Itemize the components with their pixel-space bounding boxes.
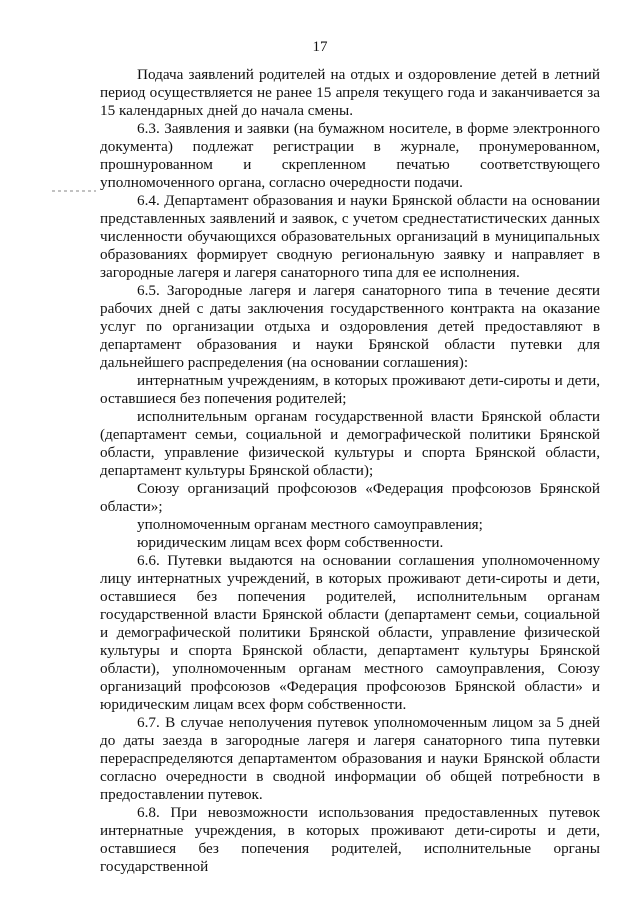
page-number: 17 <box>312 39 328 55</box>
paragraph-6-5: 6.5. Загородные лагеря и лагеря санаторного типа в течение десяти рабочих дней с даты заключения государственного контракта на оказание услуг по организации отдыха и оздоровления детей предоставляют в департамент образования и науки Брянской области путевки для дальнейшего распределения (на основании соглашения): <box>100 282 600 371</box>
list-item-executive-bodies: исполнительным органам государственной власти Брянской области (департамент семьи, социальной и демографической политики Брянской области, управление физической культуры и спорта Брянской области, департамент культуры Брянской области); <box>100 408 600 479</box>
paragraph-6-3: 6.3. Заявления и заявки (на бумажном носителе, в форме электронного документа) подлежат регистрации в журнале, пронумерованном, прошнурованном и скрепленном печатью соответствующего уполномоченного органа, согласно очередности подачи. <box>100 120 600 191</box>
paragraph-6-4: 6.4. Департамент образования и науки Брянской области на основании представленных заявлений и заявок, с учетом среднестатистических данных численности обучающихся образовательных организаций в муниципальных образованиях формирует сводную региональную заявку и направляет в загородные лагеря и лагеря санаторного типа для ее исполнения. <box>100 192 600 281</box>
paragraph-application-period: Подача заявлений родителей на отдых и оздоровление детей в летний период осуществляется не ранее 15 апреля текущего года и заканчивается за 15 календарных дней до начала смены. <box>100 66 600 119</box>
paragraph-6-8: 6.8. При невозможности использования предоставленных путевок интернатные учреждения, в которых проживают дети-сироты и дети, оставшиеся без попечения родителей, исполнительные органы государственной <box>100 804 600 875</box>
list-item-trade-union-federation: Союзу организаций профсоюзов «Федерация профсоюзов Брянской области»; <box>100 480 600 515</box>
scan-artifact <box>52 190 96 192</box>
paragraph-6-6: 6.6. Путевки выдаются на основании соглашения уполномоченному лицу интернатных учреждений, в которых проживают дети-сироты и дети, оставшиеся без попечения родителей, исполнительным органам государственной власти Брянской области (департамент семьи, социальной и демографической политики Брянской области, управление физической культуры и спорта Брянской области, департамент культуры Брянской области), уполномоченным органам местного самоуправления, Союзу организаций профсоюзов «Федерация профсоюзов Брянской области» и юридическим лицам всех форм собственности. <box>100 552 600 713</box>
document-body <box>100 66 600 876</box>
list-item-boarding-institutions: интернатным учреждениям, в которых проживают дети-сироты и дети, оставшиеся без попечения родителей; <box>100 372 600 407</box>
list-item-local-authorities: уполномоченным органам местного самоуправления; <box>137 516 483 533</box>
paragraph-6-7: 6.7. В случае неполучения путевок уполномоченным лицом за 5 дней до даты заезда в загородные лагеря и лагеря санаторного типа путевки перераспределяются департаментом образования и науки Брянской области согласно очередности в сводной информации об общей потребности в предоставлении путевок. <box>100 714 600 803</box>
list-item-legal-entities: юридическим лицам всех форм собственности. <box>137 534 444 551</box>
